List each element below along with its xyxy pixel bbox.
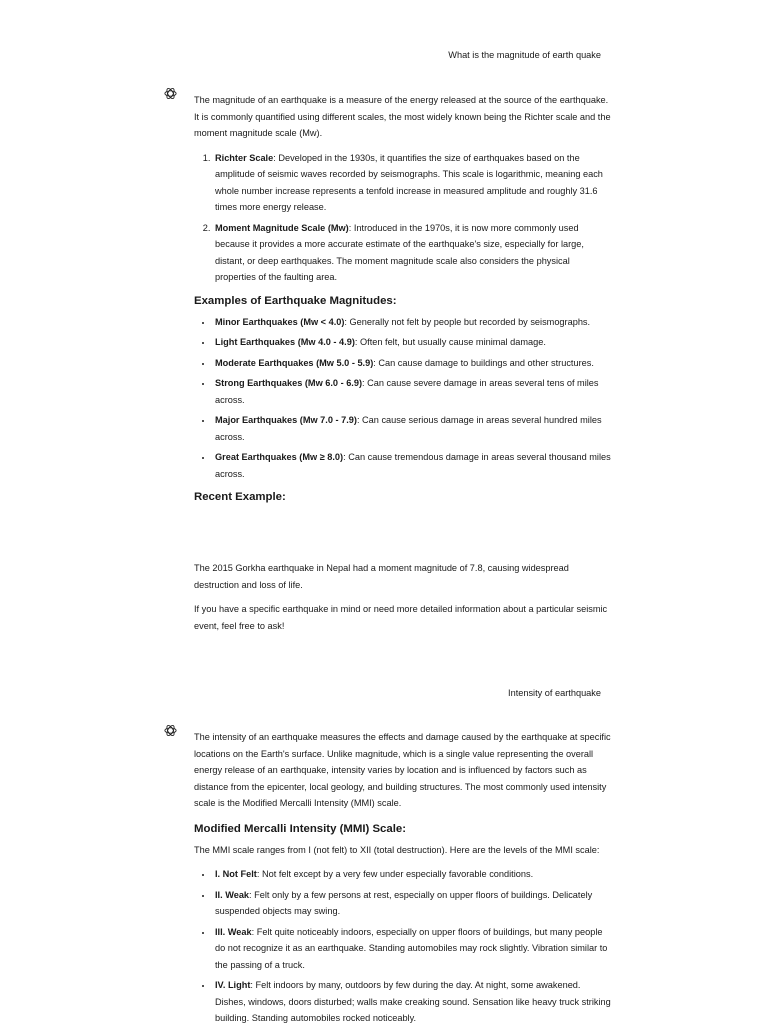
list-item bbox=[213, 924, 613, 974]
level-title: II. Weak bbox=[215, 889, 250, 900]
closing-text: If you have a specific earthquake in mind or need more detailed information about a particular seismic event, feel free to ask! bbox=[194, 604, 608, 631]
chatgpt-logo-icon bbox=[163, 86, 178, 101]
example-title: Great Earthquakes (Mw ≥ 8.0) bbox=[215, 452, 344, 462]
mmi-levels-list bbox=[194, 866, 613, 1027]
level-title: IV. Light bbox=[215, 980, 251, 990]
user-message-2: Intensity of earthquake bbox=[508, 688, 601, 698]
example-text: : Often felt, but usually cause minimal damage. bbox=[354, 337, 546, 347]
list-item bbox=[213, 355, 613, 372]
example-text: : Can cause damage to buildings and other structures. bbox=[373, 357, 594, 368]
list-item bbox=[213, 977, 613, 1027]
example-text: : Can cause severe damage in areas several tens of miles across. bbox=[215, 378, 599, 405]
level-title: I. Not Felt bbox=[215, 869, 257, 879]
assistant-message-1 bbox=[163, 92, 613, 642]
examples-heading: Examples of Earthquake Magnitudes: bbox=[194, 294, 397, 307]
example-title: Moderate Earthquakes (Mw 5.0 - 5.9) bbox=[215, 357, 374, 368]
level-text: : Felt indoors by many, outdoors by few during the day. At night, some awakened. Dishes, windows, doors disturbed; walls make creaking sound. Sensation like heavy truck striking building. Standing automobiles rocked noticeably. bbox=[215, 980, 611, 1023]
list-item bbox=[213, 866, 613, 883]
level-text: : Not felt except by a very few under especially favorable conditions. bbox=[256, 869, 534, 879]
scale-text: : Developed in the 1930s, it quantifies the size of earthquakes based on the amplitude of seismic waves recorded by seismographs. This scale is logarithmic, meaning each whole number increase represents a tenfold increase in measured amplitude and roughly 31.6 times more energy release. bbox=[215, 152, 603, 212]
example-title: Strong Earthquakes (Mw 6.0 - 6.9) bbox=[215, 378, 363, 388]
list-item bbox=[213, 334, 613, 351]
example-text: : Can cause serious damage in areas several hundred miles across. bbox=[215, 415, 602, 442]
example-title: Light Earthquakes (Mw 4.0 - 4.9) bbox=[215, 337, 355, 347]
mmi-intro: The MMI scale ranges from I (not felt) to XII (total destruction). Here are the levels of the MMI scale: bbox=[194, 844, 600, 855]
example-title: Major Earthquakes (Mw 7.0 - 7.9) bbox=[215, 415, 357, 425]
recent-example-heading: Recent Example: bbox=[194, 491, 286, 503]
list-item bbox=[213, 375, 613, 408]
level-text: : Felt only by a few persons at rest, especially on upper floors of buildings. Delicately suspended objects may swing. bbox=[215, 889, 593, 916]
scale-title: Moment Magnitude Scale (Mw) bbox=[215, 222, 349, 233]
example-text: : Generally not felt by people but recorded by seismographs. bbox=[344, 316, 591, 327]
list-item bbox=[213, 449, 613, 482]
mmi-heading: Modified Mercalli Intensity (MMI) Scale: bbox=[194, 822, 407, 835]
list-item bbox=[213, 314, 613, 331]
example-text: : Can cause tremendous damage in areas several thousand miles across. bbox=[215, 452, 611, 479]
intensity-intro: The intensity of an earthquake measures the effects and damage caused by the earthquake at specific locations on the Earth's surface. Unlike magnitude, which is a single value representing the overall energy release of an earthquake, intensity varies by location and is influenced by factors such as distance from the epicenter, local geology, and building structures. The most commonly used intensity scale is the Modified Mercalli Intensity (MMI) scale. bbox=[194, 732, 611, 808]
list-item bbox=[213, 412, 613, 445]
examples-list bbox=[194, 314, 613, 483]
level-text: : Felt quite noticeably indoors, especially on upper floors of buildings, but many people do not recognize it as an earthquake. Standing automobiles may rock slightly. Vibration similar to the passing of a truck. bbox=[215, 926, 608, 970]
list-item bbox=[213, 887, 613, 920]
example-title: Minor Earthquakes (Mw < 4.0) bbox=[215, 316, 345, 327]
level-title: III. Weak bbox=[215, 926, 252, 937]
list-item bbox=[213, 220, 613, 286]
recent-example-text: The 2015 Gorkha earthquake in Nepal had a moment magnitude of 7.8, causing widespread destruction and loss of life. bbox=[194, 563, 569, 590]
chatgpt-logo-icon bbox=[163, 723, 178, 738]
user-message-1: What is the magnitude of earth quake bbox=[448, 50, 601, 60]
magnitude-intro: The magnitude of an earthquake is a measure of the energy released at the source of the earthquake. It is commonly quantified using different scales, the most widely known being the Richter scale and the moment magnitude scale (Mw). bbox=[194, 95, 611, 138]
assistant-message-2 bbox=[163, 729, 613, 1033]
scale-text: : Introduced in the 1970s, it is now more commonly used because it provides a more accurate estimate of the earthquake's size, especially for large, distant, or deep earthquakes. The moment magnitude scale also considers the physical properties of the faulting area. bbox=[215, 222, 584, 282]
scale-title: Richter Scale bbox=[215, 152, 274, 163]
list-item bbox=[213, 150, 613, 216]
magnitude-scales-list bbox=[194, 150, 613, 286]
